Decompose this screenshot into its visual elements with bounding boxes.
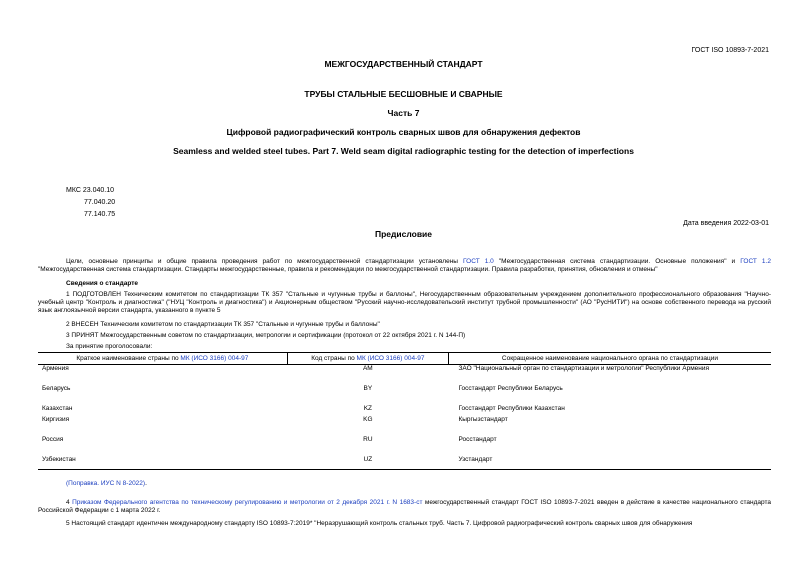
authority-cell: Росстандарт <box>458 435 497 443</box>
code-cell: BY <box>363 384 373 392</box>
code-cell: AM <box>362 365 373 372</box>
authority-cell: Госстандарт Республики Казахстан <box>458 404 565 412</box>
amendment-note: (Поправка. ИУС N 8-2022). <box>66 480 147 487</box>
introduction-date: Дата введения 2022-03-01 <box>683 220 769 227</box>
rosstandart-order-link[interactable]: Приказом Федерального агентства по техническому регулированию и метрологии от 2 декабря 2021 г. N 1683-ст <box>72 499 423 506</box>
mks-block <box>66 186 126 219</box>
table-row <box>38 405 771 416</box>
item-1-prepared: 1 ПОДГОТОВЛЕН Техническим комитетом по стандартизации ТК 357 "Стальные и чугунные трубы и баллоны", Негосударственным образовательным учреждением дополнительного профессионального образования "Научно-учебный центр "Контроль и диагностика" ("НУЦ "Контроль и диагностика") и Акционерным обществом "Русский научно-исследовательский институт трубной промышленности" (АО "РусНИТИ") на основе собственного перевода на русский язык англоязычной версии стандарта, указанного в пункте 5 <box>38 291 771 314</box>
column-header-authority: Сокращенное наименование национального органа по стандартизации <box>448 353 771 365</box>
document-code: ГОСТ ISO 10893-7-2021 <box>691 47 769 54</box>
about-standard-heading: Сведения о стандарте <box>66 280 139 287</box>
document-title: ТРУБЫ СТАЛЬНЫЕ БЕСШОВНЫЕ И СВАРНЫЕ <box>304 89 503 99</box>
voting-countries-table <box>38 352 771 470</box>
english-title: Seamless and welded steel tubes. Part 7. Weld seam digital radiographic testing for the detection of imperfections <box>173 146 634 156</box>
country-cell: Киргизия <box>42 415 70 423</box>
gost-1-2-link[interactable]: ГОСТ 1.2 <box>740 258 771 265</box>
standard-type: МЕЖГОСУДАРСТВЕННЫЙ СТАНДАРТ <box>324 59 483 69</box>
table-row <box>38 365 771 385</box>
mks-code: 23.040.10 <box>82 187 114 194</box>
mk-iso-3166-link[interactable]: МК (ИСО 3166) 004-97 <box>356 355 425 362</box>
mks-code: 77.040.20 <box>84 199 116 206</box>
foreword-paragraph: Цели, основные принципы и общие правила проведения работ по межгосударственной стандартизации установлены ГОСТ 1.0 "Межгосударственная система стандартизации. Основные положения" и ГОСТ 1.2 "Межгосударственная система стандартизации. Стандарты межгосударственные, правила и рекомендации по межгосударственной стандартизации. Правила разработки, принятия, обновления и отмены" <box>38 258 771 273</box>
part-number: Часть 7 <box>387 108 420 118</box>
document-subtitle: Цифровой радиографический контроль сварных швов для обнаружения дефектов <box>226 127 581 137</box>
country-cell: Армения <box>42 365 69 372</box>
code-cell: KG <box>363 415 373 423</box>
gost-1-0-link[interactable]: ГОСТ 1.0 <box>463 258 494 265</box>
table-row <box>38 385 771 405</box>
item-2-submitted: 2 ВНЕСЕН Техническим комитетом по стандартизации ТК 357 "Стальные и чугунные трубы и баллоны" <box>66 321 380 328</box>
authority-cell: Узстандарт <box>448 456 771 470</box>
code-cell: UZ <box>287 456 448 470</box>
foreword-heading: Предисловие <box>374 229 433 239</box>
country-cell: Казахстан <box>42 404 73 412</box>
column-header-country: Краткое наименование страны по МК (ИСО 3166) 004-97 <box>38 353 287 365</box>
code-cell: RU <box>363 435 373 443</box>
column-header-code: Код страны по МК (ИСО 3166) 004-97 <box>287 353 448 365</box>
voted-label: За принятие проголосовали: <box>66 343 153 350</box>
item-5-identical: 5 Настоящий стандарт идентичен международному стандарту ISO 10893-7:2019* "Неразрушающий контроль стальных труб. Часть 7. Цифровой радиографический контроль сварных швов для обнаружения <box>66 520 693 527</box>
country-cell: Беларусь <box>42 384 71 392</box>
table-row <box>38 436 771 456</box>
table-header-row <box>38 353 771 365</box>
item-4-enacted: 4 Приказом Федерального агентства по техническому регулированию и метрологии от 2 декабря 2021 г. N 1683-ст межгосударственный стандарт ГОСТ ISO 10893-7-2021 введен в действие в качестве национального стандарта Российской Федерации с 1 марта 2022 г. <box>38 499 772 514</box>
authority-cell: Госстандарт Республики Беларусь <box>458 384 563 392</box>
mks-label: МКС <box>66 187 81 194</box>
mk-iso-3166-link[interactable]: МК (ИСО 3166) 004-97 <box>180 355 249 362</box>
country-cell: Россия <box>42 435 64 443</box>
code-cell: KZ <box>363 404 372 412</box>
table-row <box>38 456 771 470</box>
mks-code: 77.140.75 <box>84 211 116 218</box>
amendment-link[interactable]: (Поправка. ИУС N 8-2022) <box>66 480 146 487</box>
table-row <box>38 416 771 436</box>
item-3-adopted: 3 ПРИНЯТ Межгосударственным советом по стандартизации, метрологии и сертификации (протокол от 22 октября 2021 г. N 144-П) <box>66 332 466 339</box>
authority-cell: Кыргызстандарт <box>458 415 508 423</box>
country-cell: Узбекистан <box>38 456 287 470</box>
authority-cell: ЗАО "Национальный орган по стандартизации и метрологии" Республики Армения <box>458 365 710 372</box>
